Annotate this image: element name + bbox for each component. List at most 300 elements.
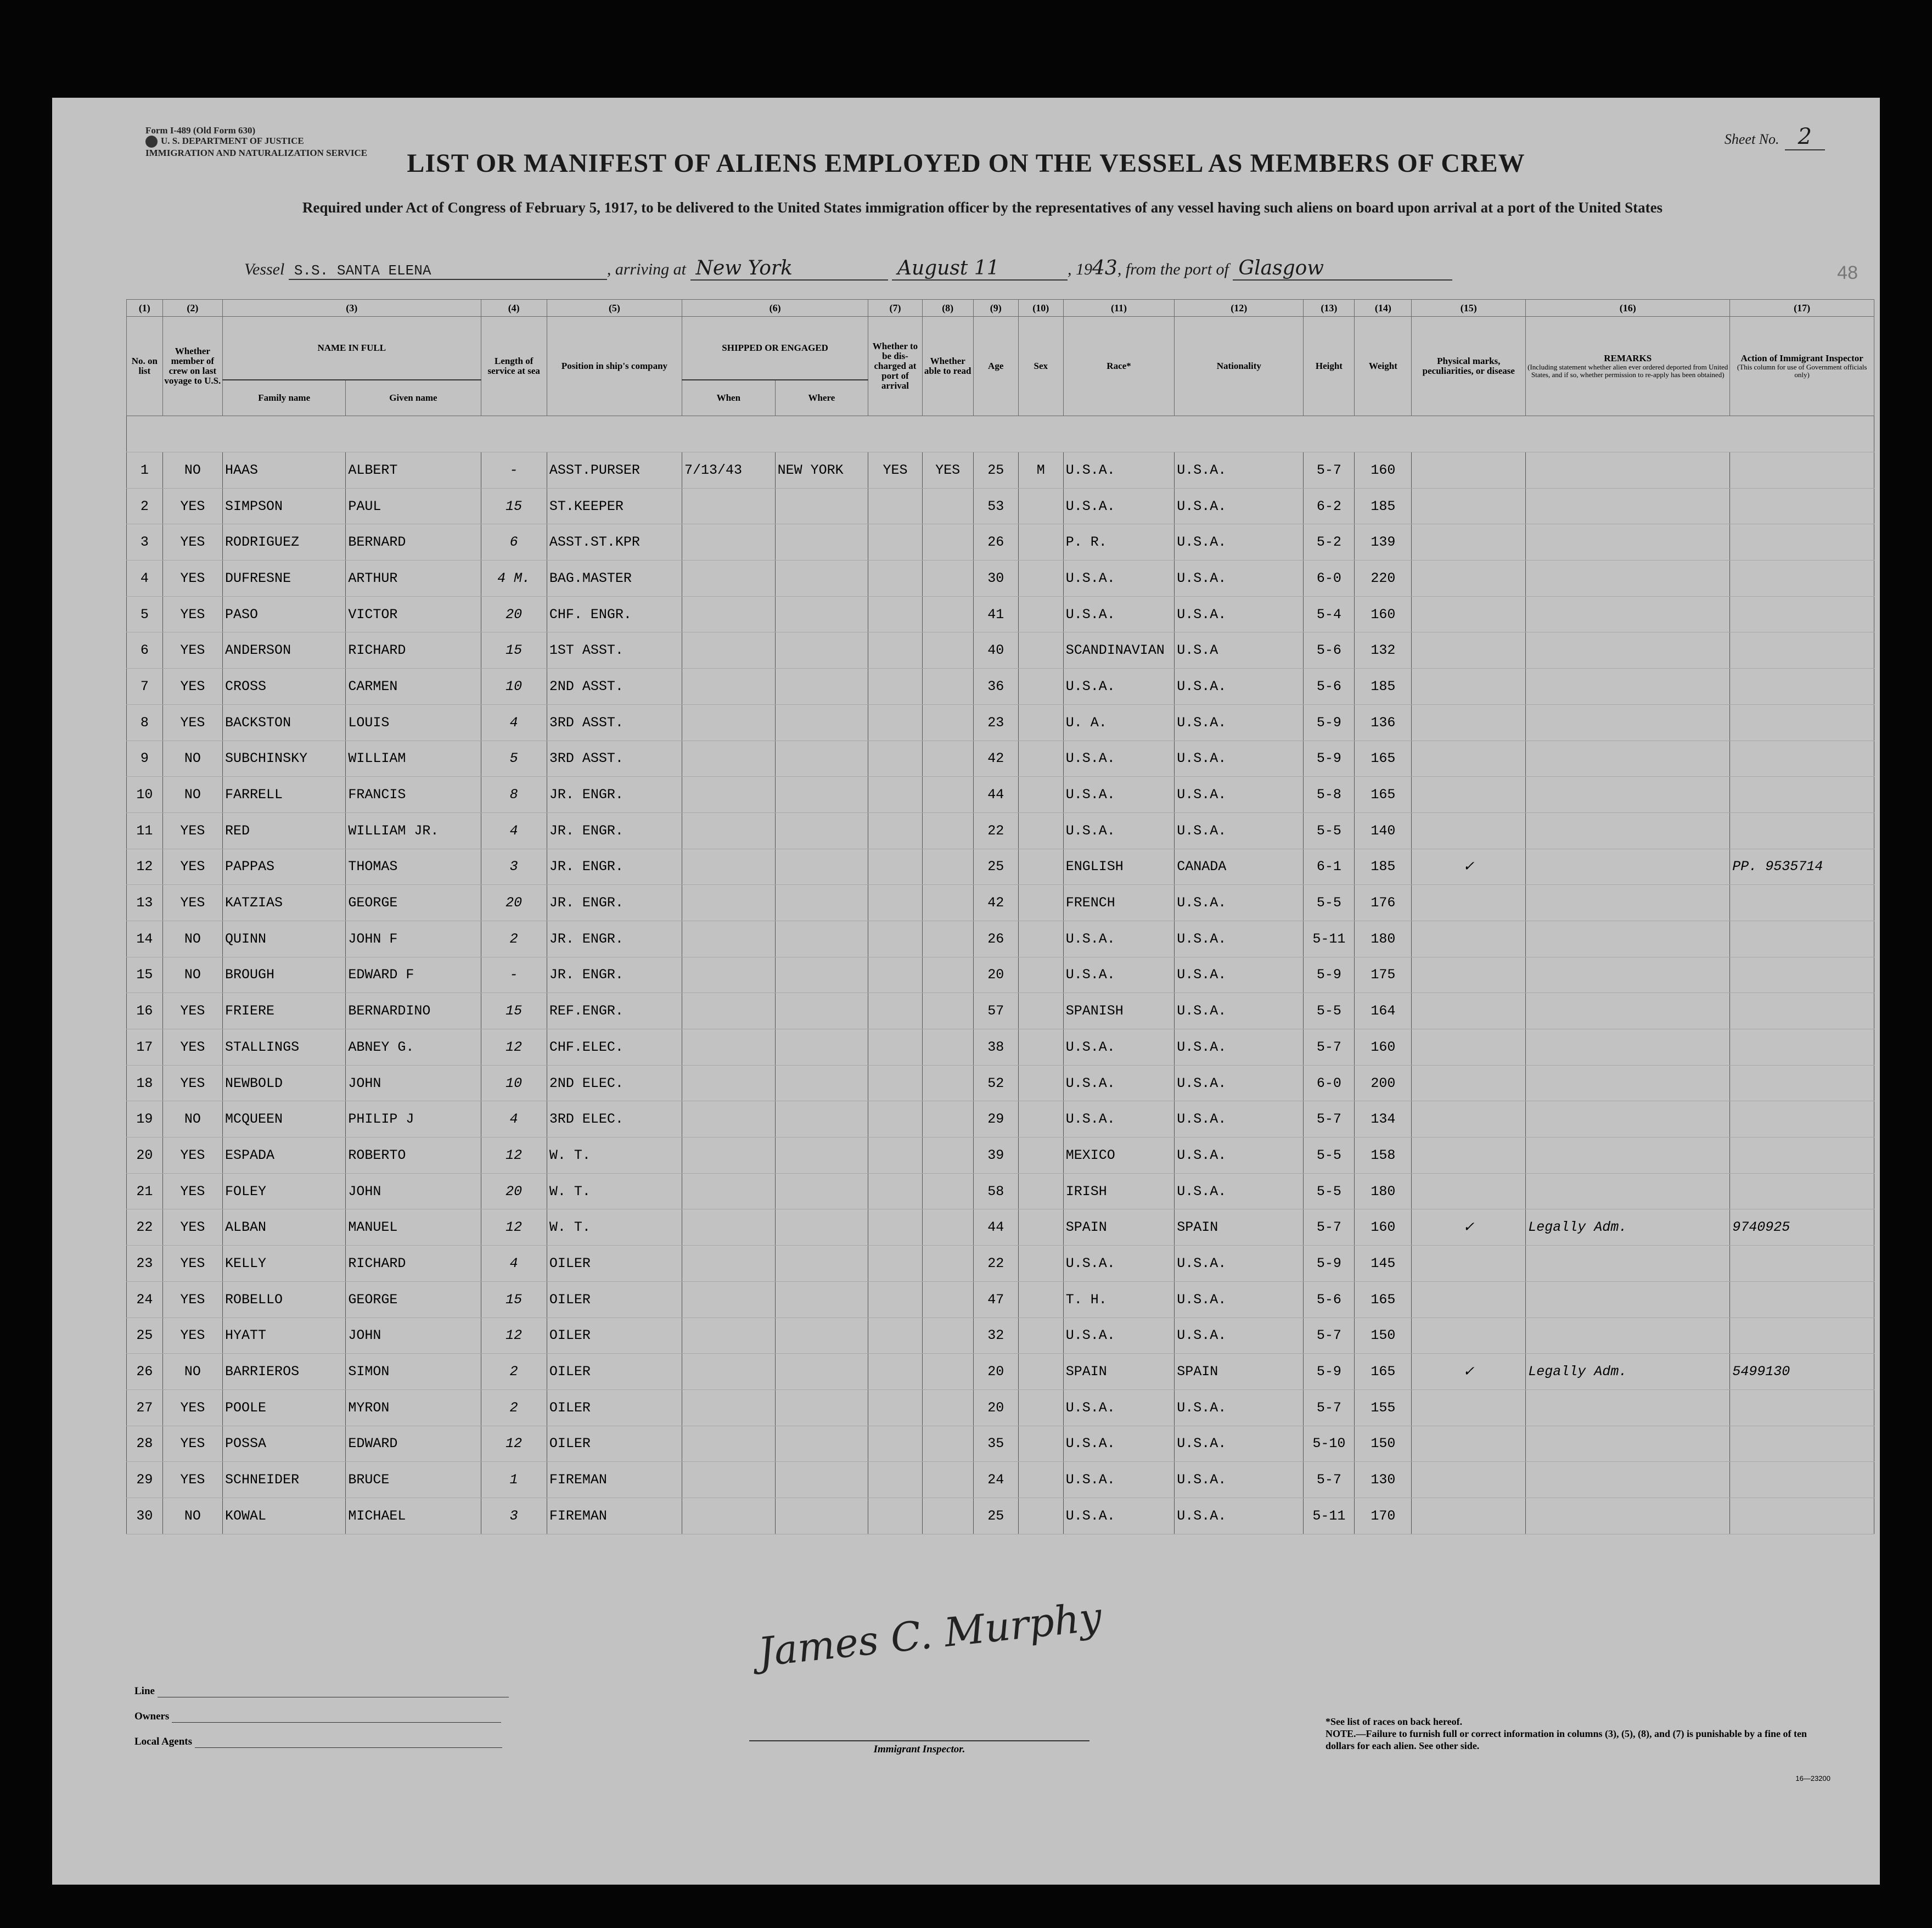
shipped-where-cell (775, 1137, 868, 1174)
table-row (127, 632, 1874, 669)
height-cell: 6-0 (1304, 1065, 1355, 1101)
length-of-service-cell: 2 (481, 1389, 547, 1426)
shipped-when-cell (682, 632, 776, 669)
row-number-cell: 14 (127, 921, 163, 957)
position-cell: JR. ENGR. (547, 812, 682, 849)
sex-cell (1018, 1426, 1063, 1462)
shipped-when-cell (682, 1281, 776, 1318)
shipped-when-cell (682, 1318, 776, 1354)
nationality-cell: U.S.A. (1175, 921, 1304, 957)
shipped-when-cell (682, 669, 776, 705)
able-to-read-cell (922, 741, 973, 777)
height-cell: 5-9 (1304, 704, 1355, 741)
header-where: Where (775, 380, 868, 416)
col-number: (4) (481, 300, 547, 317)
shipped-when-cell (682, 777, 776, 813)
table-row (127, 1101, 1874, 1137)
nationality-cell: U.S.A. (1175, 777, 1304, 813)
given-name-cell: FRANCIS (346, 777, 481, 813)
shipped-where-cell (775, 1498, 868, 1534)
given-name-cell: PHILIP J (346, 1101, 481, 1137)
age-cell: 42 (973, 885, 1018, 921)
sex-cell (1018, 1354, 1063, 1390)
height-cell: 5-5 (1304, 1173, 1355, 1209)
row-number-cell: 30 (127, 1498, 163, 1534)
remarks-cell (1526, 1426, 1730, 1462)
given-name-cell: ALBERT (346, 452, 481, 489)
given-name-cell: VICTOR (346, 596, 481, 632)
age-cell: 26 (973, 524, 1018, 561)
physical-marks-cell (1412, 632, 1526, 669)
last-voyage-cell: YES (162, 488, 222, 524)
shipped-when-cell (682, 885, 776, 921)
inspector-action-cell (1730, 777, 1874, 813)
sex-cell (1018, 1029, 1063, 1066)
row-number-cell: 29 (127, 1462, 163, 1498)
able-to-read-cell (922, 1281, 973, 1318)
arriving-label: , arriving at (606, 260, 686, 278)
weight-cell: 160 (1355, 596, 1412, 632)
row-number-cell: 21 (127, 1173, 163, 1209)
shipped-where-cell (775, 669, 868, 705)
age-cell: 47 (973, 1281, 1018, 1318)
family-name-cell: SIMPSON (223, 488, 346, 524)
remarks-cell (1526, 1462, 1730, 1498)
last-voyage-cell: NO (162, 1101, 222, 1137)
sex-cell (1018, 561, 1063, 597)
nationality-cell: U.S.A. (1175, 812, 1304, 849)
discharged-cell (868, 1029, 922, 1066)
family-name-cell: BACKSTON (223, 704, 346, 741)
shipped-when-cell (682, 993, 776, 1029)
row-number-cell: 2 (127, 488, 163, 524)
weight-cell: 150 (1355, 1426, 1412, 1462)
given-name-cell: PAUL (346, 488, 481, 524)
inspector-action-cell (1730, 1281, 1874, 1318)
inspector-action-cell (1730, 1173, 1874, 1209)
header-race: Race* (1063, 317, 1174, 416)
weight-cell: 220 (1355, 561, 1412, 597)
length-of-service-cell: 4 (481, 704, 547, 741)
shipped-where-cell (775, 596, 868, 632)
discharged-cell (868, 1318, 922, 1354)
row-number-cell: 24 (127, 1281, 163, 1318)
col-number: (12) (1175, 300, 1304, 317)
shipped-when-cell (682, 561, 776, 597)
row-number-cell: 28 (127, 1426, 163, 1462)
nationality-cell: U.S.A. (1175, 1389, 1304, 1426)
table-row (127, 1426, 1874, 1462)
table-row (127, 524, 1874, 561)
age-cell: 22 (973, 1246, 1018, 1282)
inspector-action-cell (1730, 669, 1874, 705)
col-number: (2) (162, 300, 222, 317)
length-of-service-cell: 1 (481, 1462, 547, 1498)
height-cell: 6-1 (1304, 849, 1355, 885)
shipped-where-cell (775, 957, 868, 993)
given-name-cell: ARTHUR (346, 561, 481, 597)
header-length-service: Length of service at sea (481, 317, 547, 416)
able-to-read-cell (922, 704, 973, 741)
physical-marks-cell: ✓ (1412, 849, 1526, 885)
weight-cell: 185 (1355, 849, 1412, 885)
shipped-when-cell (682, 921, 776, 957)
inspector-action-cell (1730, 885, 1874, 921)
length-of-service-cell: 15 (481, 488, 547, 524)
shipped-where-cell (775, 1173, 868, 1209)
sex-cell (1018, 1173, 1063, 1209)
discharged-cell (868, 1498, 922, 1534)
race-cell: U.S.A. (1063, 669, 1174, 705)
sex-cell (1018, 669, 1063, 705)
age-cell: 25 (973, 1498, 1018, 1534)
inspector-label: Immigrant Inspector. (749, 1740, 1089, 1756)
age-cell: 23 (973, 704, 1018, 741)
race-cell: U. A. (1063, 704, 1174, 741)
length-of-service-cell: 4 (481, 1246, 547, 1282)
arriving-port: New York (690, 257, 888, 281)
position-cell: ASST.ST.KPR (547, 524, 682, 561)
sex-cell (1018, 1498, 1063, 1534)
able-to-read-cell (922, 957, 973, 993)
family-name-cell: ANDERSON (223, 632, 346, 669)
table-row (127, 1065, 1874, 1101)
shipped-where-cell (775, 561, 868, 597)
length-of-service-cell: 15 (481, 993, 547, 1029)
owners-field (172, 1722, 501, 1723)
remarks-cell (1526, 1137, 1730, 1174)
sex-cell (1018, 1389, 1063, 1426)
physical-marks-cell (1412, 488, 1526, 524)
able-to-read-cell (922, 669, 973, 705)
given-name-cell: BRUCE (346, 1462, 481, 1498)
inspector-action-cell (1730, 1498, 1874, 1534)
row-number-cell: 19 (127, 1101, 163, 1137)
physical-marks-cell (1412, 1137, 1526, 1174)
shipped-when-cell (682, 1426, 776, 1462)
seal-icon (145, 136, 158, 148)
inspector-action-cell (1730, 524, 1874, 561)
shipped-where-cell (775, 1101, 868, 1137)
given-name-cell: JOHN F (346, 921, 481, 957)
height-cell: 5-7 (1304, 1318, 1355, 1354)
discharged-cell (868, 957, 922, 993)
owners-label: Owners (134, 1711, 170, 1722)
remarks-cell (1526, 921, 1730, 957)
race-cell: U.S.A. (1063, 1462, 1174, 1498)
nationality-cell: U.S.A. (1175, 1426, 1304, 1462)
shipped-where-cell (775, 488, 868, 524)
table-row (127, 812, 1874, 849)
family-name-cell: STALLINGS (223, 1029, 346, 1066)
weight-cell: 185 (1355, 488, 1412, 524)
length-of-service-cell: 2 (481, 921, 547, 957)
nationality-cell: U.S.A. (1175, 1246, 1304, 1282)
sex-cell (1018, 885, 1063, 921)
able-to-read-cell (922, 1389, 973, 1426)
race-cell: U.S.A. (1063, 561, 1174, 597)
row-number-cell: 4 (127, 561, 163, 597)
length-of-service-cell: 15 (481, 1281, 547, 1318)
header-when: When (682, 380, 776, 416)
row-number-cell: 13 (127, 885, 163, 921)
length-of-service-cell: 4 (481, 1101, 547, 1137)
able-to-read-cell (922, 1209, 973, 1246)
able-to-read-cell (922, 885, 973, 921)
shipped-where-cell (775, 741, 868, 777)
shipped-where-cell (775, 993, 868, 1029)
age-cell: 57 (973, 993, 1018, 1029)
height-cell: 5-7 (1304, 1462, 1355, 1498)
table-row (127, 488, 1874, 524)
position-cell: REF.ENGR. (547, 993, 682, 1029)
shipped-where-cell (775, 1281, 868, 1318)
able-to-read-cell (922, 993, 973, 1029)
family-name-cell: KOWAL (223, 1498, 346, 1534)
remarks-cell (1526, 885, 1730, 921)
family-name-cell: ALBAN (223, 1209, 346, 1246)
agents-label: Local Agents (134, 1736, 193, 1747)
footer-fields (134, 1685, 509, 1761)
sex-cell (1018, 1318, 1063, 1354)
physical-marks-cell (1412, 1029, 1526, 1066)
physical-marks-cell (1412, 704, 1526, 741)
shipped-when-cell (682, 1498, 776, 1534)
last-voyage-cell: NO (162, 957, 222, 993)
discharged-cell (868, 812, 922, 849)
header-name-in-full: NAME IN FULL (223, 317, 481, 380)
weight-cell: 132 (1355, 632, 1412, 669)
given-name-cell: ABNEY G. (346, 1029, 481, 1066)
height-cell: 5-9 (1304, 741, 1355, 777)
height-cell: 5-5 (1304, 1137, 1355, 1174)
given-name-cell: RICHARD (346, 1246, 481, 1282)
position-cell: CHF.ELEC. (547, 1029, 682, 1066)
race-cell: U.S.A. (1063, 1029, 1174, 1066)
age-cell: 30 (973, 561, 1018, 597)
sex-cell (1018, 777, 1063, 813)
race-cell: ENGLISH (1063, 849, 1174, 885)
given-name-cell: JOHN (346, 1065, 481, 1101)
table-row (127, 741, 1874, 777)
nationality-cell: SPAIN (1175, 1354, 1304, 1390)
last-voyage-cell: YES (162, 1246, 222, 1282)
col-number: (1) (127, 300, 163, 317)
physical-marks-cell (1412, 452, 1526, 489)
length-of-service-cell: 15 (481, 632, 547, 669)
able-to-read-cell (922, 596, 973, 632)
shipped-where-cell (775, 812, 868, 849)
weight-cell: 139 (1355, 524, 1412, 561)
header-height: Height (1304, 317, 1355, 416)
header-given-name: Given name (346, 380, 481, 416)
table-row (127, 921, 1874, 957)
discharged-cell (868, 1137, 922, 1174)
table-row (127, 596, 1874, 632)
last-voyage-cell: NO (162, 1498, 222, 1534)
family-name-cell: DUFRESNE (223, 561, 346, 597)
length-of-service-cell: 20 (481, 596, 547, 632)
race-cell: U.S.A. (1063, 1389, 1174, 1426)
length-of-service-cell: 3 (481, 1498, 547, 1534)
sex-cell (1018, 524, 1063, 561)
height-cell: 6-2 (1304, 488, 1355, 524)
sheet-number-value: 2 (1785, 124, 1825, 150)
nationality-cell: U.S.A. (1175, 488, 1304, 524)
shipped-when-cell (682, 1209, 776, 1246)
age-cell: 25 (973, 452, 1018, 489)
inspector-action-cell (1730, 1246, 1874, 1282)
length-of-service-cell: 10 (481, 669, 547, 705)
length-of-service-cell: - (481, 957, 547, 993)
sex-cell (1018, 704, 1063, 741)
inspector-action-cell: 5499130 (1730, 1354, 1874, 1390)
col-number: (16) (1526, 300, 1730, 317)
shipped-when-cell (682, 741, 776, 777)
race-cell: FRENCH (1063, 885, 1174, 921)
shipped-when-cell (682, 957, 776, 993)
remarks-title: REMARKS (1604, 353, 1652, 363)
shipped-where-cell (775, 1389, 868, 1426)
given-name-cell: BERNARDINO (346, 993, 481, 1029)
table-row (127, 1029, 1874, 1066)
discharged-cell (868, 488, 922, 524)
vessel-label: Vessel (244, 260, 285, 278)
able-to-read-cell (922, 1137, 973, 1174)
table-row (127, 704, 1874, 741)
shipped-when-cell (682, 1389, 776, 1426)
position-cell: FIREMAN (547, 1462, 682, 1498)
remarks-cell (1526, 1281, 1730, 1318)
shipped-where-cell (775, 1426, 868, 1462)
able-to-read-cell (922, 1065, 973, 1101)
sex-cell (1018, 812, 1063, 849)
physical-marks-cell (1412, 885, 1526, 921)
height-cell: 5-6 (1304, 632, 1355, 669)
header-family-name: Family name (223, 380, 346, 416)
age-cell: 29 (973, 1101, 1018, 1137)
able-to-read-cell (922, 1354, 973, 1390)
position-cell: JR. ENGR. (547, 957, 682, 993)
col-number: (6) (682, 300, 868, 317)
col-number: (10) (1018, 300, 1063, 317)
position-cell: JR. ENGR. (547, 849, 682, 885)
remarks-cell (1526, 1498, 1730, 1534)
table-row (127, 1498, 1874, 1534)
row-number-cell: 6 (127, 632, 163, 669)
page-subtitle: Required under Act of Congress of February 5, 1917, to be delivered to the United States immigration officer by the representatives of any vessel having such aliens on board upon arrival at a port of the United States (302, 199, 1663, 216)
weight-cell: 165 (1355, 1354, 1412, 1390)
shipped-where-cell (775, 704, 868, 741)
discharged-cell (868, 921, 922, 957)
remarks-cell (1526, 1101, 1730, 1137)
inspector-action-cell (1730, 596, 1874, 632)
from-label: , from the port of (1117, 260, 1229, 278)
length-of-service-cell: 12 (481, 1137, 547, 1174)
family-name-cell: ROBELLO (223, 1281, 346, 1318)
nationality-cell: U.S.A. (1175, 1137, 1304, 1174)
shipped-when-cell (682, 1246, 776, 1282)
physical-marks-cell (1412, 921, 1526, 957)
nationality-cell: U.S.A. (1175, 596, 1304, 632)
height-cell: 5-7 (1304, 452, 1355, 489)
able-to-read-cell (922, 1173, 973, 1209)
race-cell: MEXICO (1063, 1137, 1174, 1174)
shipped-where-cell (775, 524, 868, 561)
header-shipped-engaged: SHIPPED OR ENGAGED (682, 317, 868, 380)
height-cell: 5-7 (1304, 1101, 1355, 1137)
physical-marks-cell (1412, 1498, 1526, 1534)
nationality-cell: CANADA (1175, 849, 1304, 885)
shipped-when-cell (682, 524, 776, 561)
discharged-cell (868, 849, 922, 885)
discharged-cell (868, 741, 922, 777)
shipped-where-cell (775, 1354, 868, 1390)
column-header-row (127, 317, 1874, 380)
remarks-cell (1526, 957, 1730, 993)
discharged-cell (868, 777, 922, 813)
weight-cell: 165 (1355, 1281, 1412, 1318)
shipped-where-cell (775, 885, 868, 921)
inspector-action-cell (1730, 452, 1874, 489)
nationality-cell: U.S.A. (1175, 1029, 1304, 1066)
inspector-action-cell: 9740925 (1730, 1209, 1874, 1246)
last-voyage-cell: YES (162, 669, 222, 705)
physical-marks-cell (1412, 1101, 1526, 1137)
header-last-voyage: Whether member of crew on last voyage to U.S. (162, 317, 222, 416)
sex-cell (1018, 1101, 1063, 1137)
discharged-cell (868, 1101, 922, 1137)
shipped-when-cell (682, 1101, 776, 1137)
able-to-read-cell (922, 524, 973, 561)
length-of-service-cell: 20 (481, 1173, 547, 1209)
family-name-cell: ESPADA (223, 1137, 346, 1174)
height-cell: 5-7 (1304, 1389, 1355, 1426)
table-row (127, 1354, 1874, 1390)
position-cell: OILER (547, 1426, 682, 1462)
family-name-cell: MCQUEEN (223, 1101, 346, 1137)
discharged-cell (868, 704, 922, 741)
family-name-cell: KELLY (223, 1246, 346, 1282)
col-number: (3) (223, 300, 481, 317)
race-cell: SPANISH (1063, 993, 1174, 1029)
shipped-when-cell (682, 812, 776, 849)
given-name-cell: GEORGE (346, 885, 481, 921)
race-cell: U.S.A. (1063, 452, 1174, 489)
inspector-action-cell (1730, 957, 1874, 993)
row-number-cell: 17 (127, 1029, 163, 1066)
remarks-cell (1526, 596, 1730, 632)
weight-cell: 155 (1355, 1389, 1412, 1426)
note-penalty: NOTE.—Failure to furnish full or correct information in columns (3), (5), (8), and (7) is punishable by a fine of ten dollars for each alien. See other side. (1326, 1728, 1807, 1751)
position-cell: W. T. (547, 1209, 682, 1246)
able-to-read-cell: YES (922, 452, 973, 489)
inspector-action-cell: PP. 9535714 (1730, 849, 1874, 885)
position-cell: OILER (547, 1389, 682, 1426)
last-voyage-cell: NO (162, 777, 222, 813)
row-number-cell: 1 (127, 452, 163, 489)
position-cell: ST.KEEPER (547, 488, 682, 524)
last-voyage-cell: YES (162, 812, 222, 849)
last-voyage-cell: YES (162, 1065, 222, 1101)
discharged-cell (868, 1246, 922, 1282)
nationality-cell: U.S.A. (1175, 1318, 1304, 1354)
height-cell: 5-5 (1304, 993, 1355, 1029)
year-prefix: , 19 (1068, 260, 1092, 278)
height-cell: 5-9 (1304, 1354, 1355, 1390)
height-cell: 5-5 (1304, 885, 1355, 921)
sex-cell (1018, 993, 1063, 1029)
